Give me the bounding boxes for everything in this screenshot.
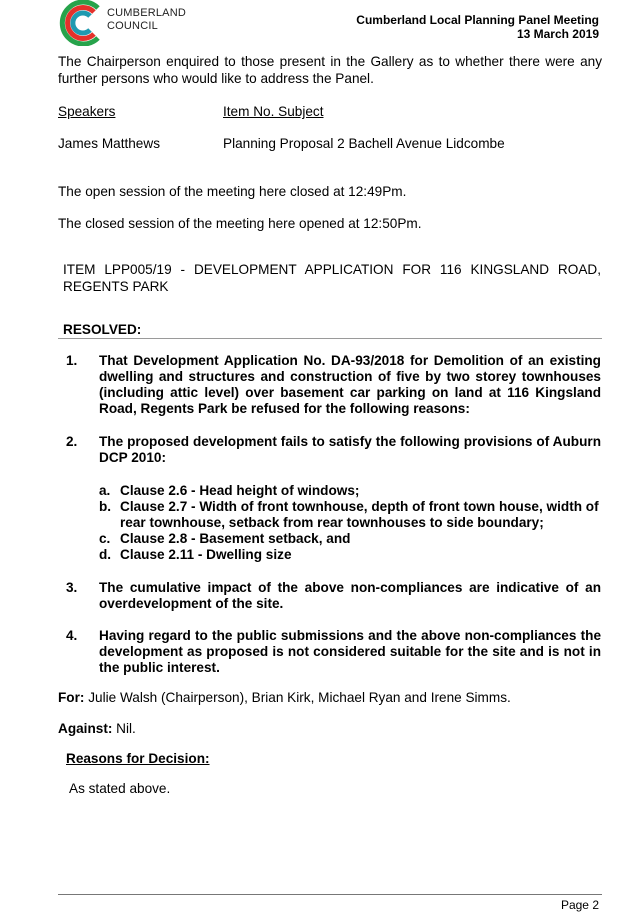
clause-text: Clause 2.6 - Head height of windows; (120, 483, 360, 498)
resolution-number: 3. (66, 580, 78, 595)
votes-against-text: Nil. (112, 721, 136, 736)
speaker-subject: Planning Proposal 2 Bachell Avenue Lidcombe (223, 136, 505, 151)
council-name (107, 7, 186, 33)
resolution-number: 1. (66, 353, 78, 368)
votes-against (58, 720, 136, 737)
clause-text: Clause 2.7 - Width of front townhouse, depth of front town house, width of rear townhouse, setback from rear townhouses to side boundary; (120, 499, 599, 530)
meeting-title: Cumberland Local Planning Panel Meeting (356, 13, 599, 27)
reasons-text: As stated above. (69, 781, 171, 796)
votes-against-label: Against: (58, 721, 113, 736)
votes-for (58, 689, 511, 706)
page-number: Page 2 (560, 898, 599, 912)
resolution-number: 4. (66, 628, 78, 643)
clause-letter: b. (99, 499, 112, 514)
clause-letter: d. (99, 547, 112, 562)
votes-for-label: For: (58, 690, 85, 705)
resolution-number: 2. (66, 434, 78, 449)
resolution-text: The proposed development fails to satisfy the following provisions of Auburn DCP 2010: (99, 434, 601, 465)
open-session-text: The open session of the meeting here closed at 12:49Pm. (58, 184, 407, 199)
item-subject-header: Item No. Subject (223, 104, 324, 119)
clause-letter: a. (99, 483, 111, 498)
intro-paragraph: The Chairperson enquired to those present in the Gallery as to whether there were any further persons who would like to address the Panel. (58, 54, 602, 86)
speakers-header: Speakers (58, 104, 116, 119)
council-name-line1: CUMBERLAND (107, 7, 187, 19)
clause-text: Clause 2.8 - Basement setback, and (120, 531, 351, 546)
resolution-text: The cumulative impact of the above non-compliances are indicative of an overdevelopment of the site. (99, 580, 601, 611)
council-logo (58, 0, 188, 48)
resolution-text: Having regard to the public submissions and the above non-compliances the development as proposed is not considered suitable for the site and is not in the public interest. (99, 628, 601, 675)
council-logo-icon (58, 0, 104, 46)
reasons-label: Reasons for Decision: (66, 751, 210, 766)
footer-divider (58, 894, 602, 895)
meeting-date: 13 March 2019 (516, 27, 599, 41)
votes-for-text: Julie Walsh (Chairperson), Brian Kirk, Michael Ryan and Irene Simms. (84, 690, 511, 705)
clause-text: Clause 2.11 - Dwelling size (120, 547, 292, 562)
speaker-name: James Matthews (58, 136, 160, 151)
resolved-label: RESOLVED: (63, 322, 142, 337)
council-name-line2: COUNCIL (107, 20, 158, 32)
clause-letter: c. (99, 531, 111, 546)
meeting-header (356, 13, 599, 41)
resolved-divider (58, 338, 602, 339)
closed-session-text: The closed session of the meeting here opened at 12:50Pm. (58, 216, 422, 231)
resolution-text: That Development Application No. DA-93/2018 for Demolition of an existing dwelling and structures and construction of five by two storey townhouses (including attic level) over basement car parking on land at 116 Kingsland Road, Regents Park be refused for the following reasons: (99, 353, 601, 416)
item-title: ITEM LPP005/19 - DEVELOPMENT APPLICATION FOR 116 KINGSLAND ROAD, REGENTS PARK (63, 262, 601, 294)
